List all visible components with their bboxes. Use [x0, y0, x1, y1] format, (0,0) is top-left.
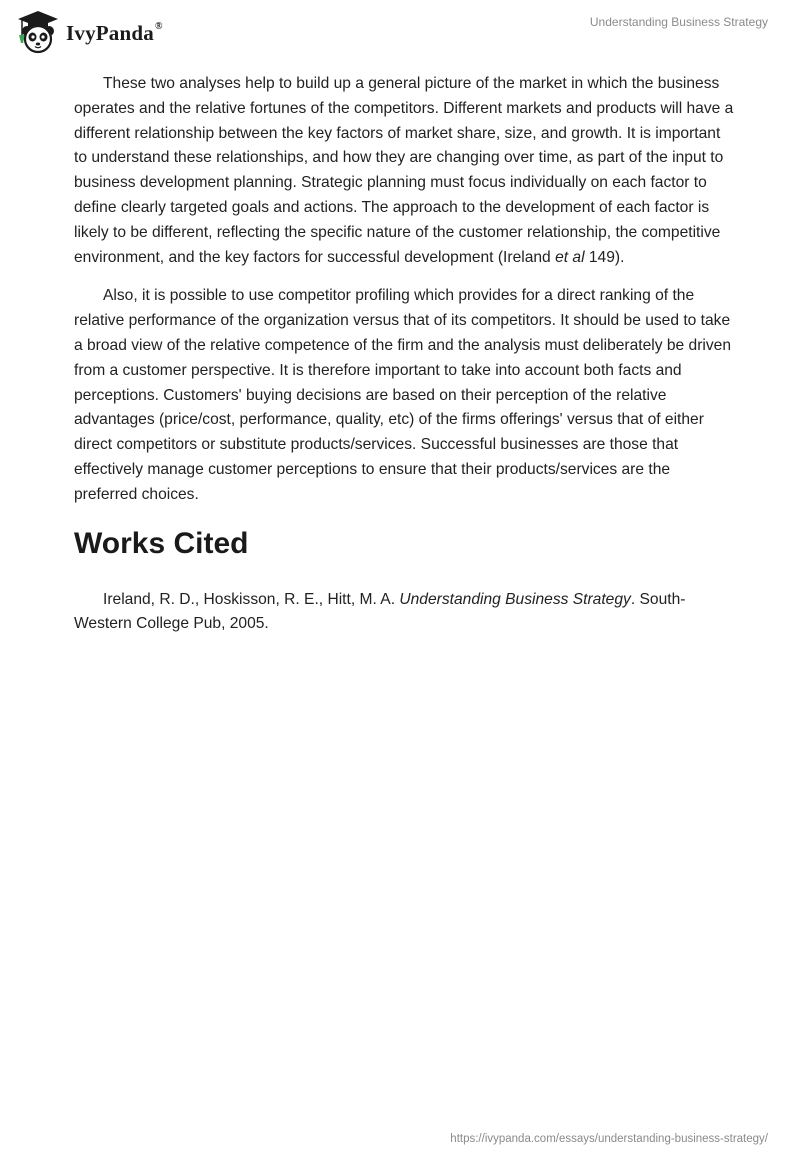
- works-cited-heading: Works Cited: [74, 526, 249, 560]
- source-url-link[interactable]: https://ivypanda.com/essays/understanding-business-strategy/: [450, 1133, 768, 1145]
- brand-name: IvyPanda®: [66, 20, 163, 45]
- italic-et-al: et al: [555, 248, 585, 266]
- page-header: [0, 0, 800, 62]
- citation-title: Understanding Business Strategy: [399, 590, 631, 608]
- document-title: Understanding Business Strategy: [589, 15, 768, 29]
- panda-graduate-icon: [14, 9, 62, 55]
- brand-logo[interactable]: [14, 9, 163, 55]
- citation-entry: Ireland, R. D., Hoskisson, R. E., Hitt, M. A. Understanding Business Strategy. South-Western College Pub, 2005.: [74, 590, 686, 633]
- body-paragraph-1: These two analyses help to build up a general picture of the market in which the business operates and the relative fortunes of the competitors. Different markets and products will have a different relationship between the key factors of market share, size, and growth. It is important to understand these relationships, and how they are changing over time, as part of the input to business development planning. Strategic planning must focus individually on each factor to define clearly targeted goals and actions. The approach to the development of each factor is likely to be different, reflecting the specific nature of the customer relationship, the competitive environment, and the key factors for successful development (Ireland et al 149).: [74, 75, 734, 266]
- body-paragraph-2: Also, it is possible to use competitor profiling which provides for a direct ranking of the relative performance of the organization versus that of its competitors. It should be used to take a broad view of the relative competence of the firm and the analysis must deliberately be driven from a customer perspective. It is therefore important to take into account both facts and perceptions. Customers' buying decisions are based on their perception of the relative advantages (price/cost, performance, quality, etc) of the firms offerings' versus that of either direct competitors or substitute products/services. Successful businesses are those that effectively manage customer perceptions to ensure that their products/services are the preferred choices.: [74, 287, 732, 503]
- essay-content: [74, 72, 734, 637]
